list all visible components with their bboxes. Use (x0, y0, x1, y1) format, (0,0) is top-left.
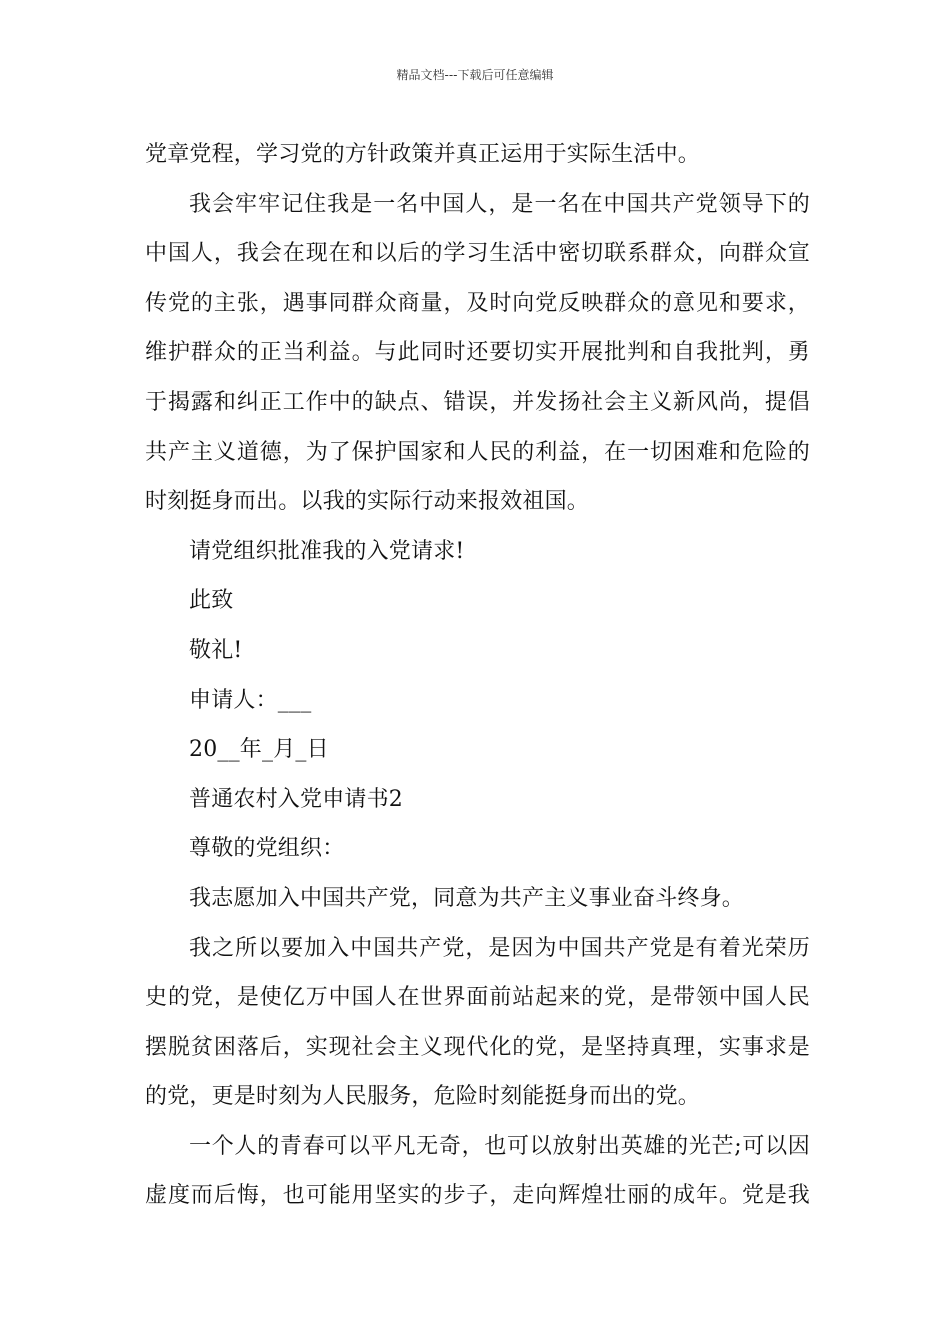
closing-line: 此致 (189, 588, 234, 614)
text-line: 共产主义道德，为了保护国家和人民的利益，在一切困难和危险的 (145, 439, 810, 465)
text-line: 于揭露和纠正工作中的缺点、错误，并发扬社会主义新风尚，提倡 (145, 389, 810, 415)
section-title: 普通农村入党申请书2 (189, 786, 403, 812)
paragraph-start-line: 我之所以要加入中国共产党，是因为中国共产党是有着光荣历 (189, 935, 810, 961)
greeting-line: 尊敬的党组织： (189, 836, 345, 862)
text-line: 的党，更是时刻为人民服务，危险时刻能挺身而出的党。 (145, 1084, 701, 1110)
text-line: 维护群众的正当利益。与此同时还要切实开展批判和自我批判，勇 (145, 340, 810, 366)
text-line: 中国人，我会在现在和以后的学习生活中密切联系群众，向群众宣 (145, 241, 810, 267)
text-line: 时刻挺身而出。以我的实际行动来报效祖国。 (145, 489, 590, 515)
request-line: 请党组织批准我的入党请求! (189, 538, 465, 564)
salutation-line: 敬礼! (189, 637, 243, 663)
text-line: 史的党，是使亿万中国人在世界面前站起来的党，是带领中国人民 (145, 985, 810, 1011)
text-line: 摆脱贫困落后，实现社会主义现代化的党，是坚持真理，实事求是 (145, 1034, 810, 1060)
text-line: 党章党程，学习党的方针政策并真正运用于实际生活中。 (145, 142, 701, 167)
applicant-line: 申请人：___ (189, 687, 312, 713)
page-header: 精品文档---下载后可任意编辑 (396, 68, 554, 82)
paragraph-start-line: 我志愿加入中国共产党，同意为共产主义事业奋斗终身。 (189, 885, 745, 911)
paragraph-start-line: 一个人的青春可以平凡无奇，也可以放射出英雄的光芒;可以因 (189, 1133, 810, 1159)
date-line: 20__年_月_日 (189, 737, 329, 763)
text-line: 虚度而后悔，也可能用坚实的步子，走向辉煌壮丽的成年。党是我 (145, 1183, 810, 1209)
text-line: 传党的主张，遇事同群众商量，及时向党反映群众的意见和要求， (145, 290, 810, 316)
document-body (145, 130, 810, 1221)
paragraph-start-line: 我会牢牢记住我是一名中国人，是一名在中国共产党领导下的 (189, 191, 810, 217)
